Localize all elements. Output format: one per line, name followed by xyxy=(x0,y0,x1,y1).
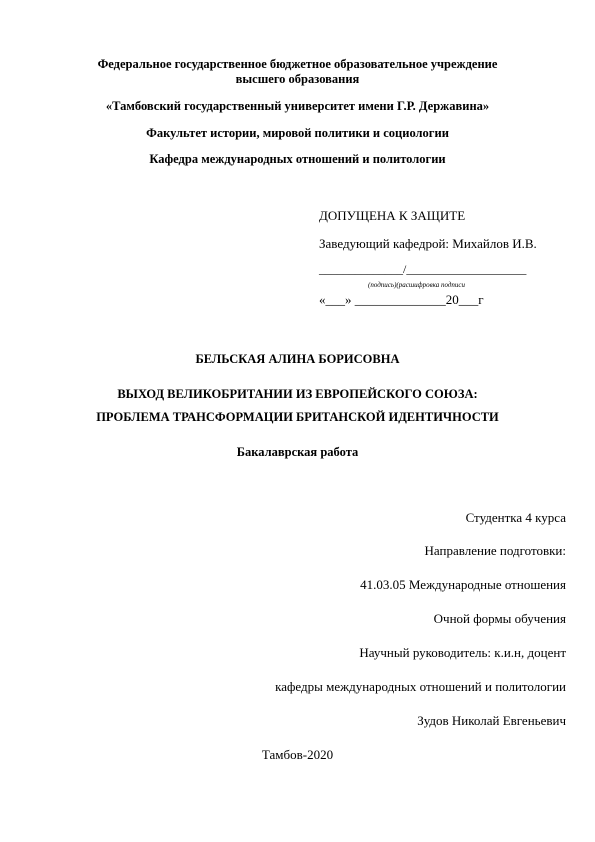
direction-label: Направление подготовки: xyxy=(424,543,566,558)
faculty-name: Факультет истории, мировой политики и социологии xyxy=(146,126,449,140)
student-course: Студентка 4 курса xyxy=(465,510,566,525)
city-year: Тамбов-2020 xyxy=(261,747,334,762)
university-name: «Тамбовский государственный университет имени Г.Р. Державина» xyxy=(105,99,490,113)
direction-value: 41.03.05 Международные отношения xyxy=(360,577,566,592)
work-type: Бакалаврская работа xyxy=(236,445,359,459)
supervisor-name: Зудов Николай Евгеньевич xyxy=(417,713,566,728)
thesis-title-line-1: ВЫХОД ВЕЛИКОБРИТАНИИ ИЗ ЕВРОПЕЙСКОГО СОЮЗА: xyxy=(117,387,478,401)
approval-date-line: «___» ______________20___г xyxy=(319,292,484,307)
signature-caption: (подпись)(расшифровка подписи xyxy=(368,281,466,289)
institution-type-line: Федеральное государственное бюджетное образовательное учреждение xyxy=(97,57,498,71)
approval-head: Заведующий кафедрой: Михайлов И.В. xyxy=(319,236,537,251)
author-name: БЕЛЬСКАЯ АЛИНА БОРИСОВНА xyxy=(195,352,400,366)
thesis-title-line-2: ПРОБЛЕМА ТРАНСФОРМАЦИИ БРИТАНСКОЙ ИДЕНТИЧНОСТИ xyxy=(96,410,499,424)
supervisor-label: Научный руководитель: к.и.н, доцент xyxy=(359,645,566,660)
approval-title: ДОПУЩЕНА К ЗАЩИТЕ xyxy=(319,208,466,223)
study-form: Очной формы обучения xyxy=(433,611,566,626)
signature-line: ______________/____________________ xyxy=(319,262,527,276)
education-level-line: высшего образования xyxy=(235,72,360,86)
department-name: Кафедра международных отношений и политологии xyxy=(149,152,446,166)
supervisor-department: кафедры международных отношений и политологии xyxy=(275,679,566,694)
